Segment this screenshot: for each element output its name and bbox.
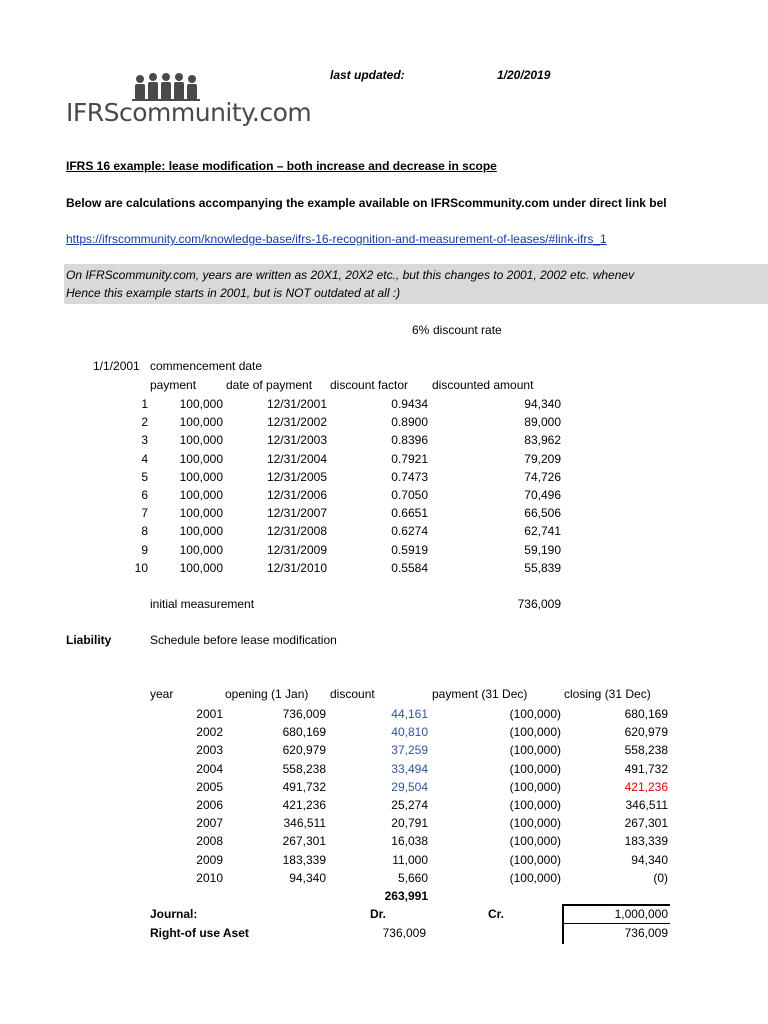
schedule-opening: 620,979 (282, 743, 326, 758)
schedule-closing: 421,236 (624, 779, 668, 794)
payment-number: 9 (141, 542, 148, 557)
journal-label: Journal: (150, 907, 198, 921)
example-link[interactable]: https://ifrscommunity.com/knowledge-base/ifrs-16-recognition-and-measurement-of-leases/#link-ifrs_1 (66, 232, 607, 246)
note-line-1: On IFRScommunity.com, years are written as 20X1, 20X2 etc., but this changes to 2001, 2002 etc. whenev (66, 268, 635, 282)
discounted-amount: 59,190 (524, 542, 561, 557)
payments-header-payment: payment (150, 378, 197, 392)
schedule-opening: 346,511 (283, 816, 326, 831)
payment-date: 12/31/2001 (266, 397, 327, 411)
payment-number: 6 (141, 488, 148, 502)
initial-measurement-value: 736,009 (517, 597, 561, 611)
schedule-year: 2001 (196, 707, 223, 721)
discount-rate-value: 6% (412, 323, 430, 337)
ifrscommunity-logo (66, 72, 312, 132)
payment-row (0, 504, 768, 522)
payment-amount: 100,000 (179, 542, 223, 557)
schedule-closing: 620,979 (624, 725, 668, 740)
payment-number: 8 (141, 524, 148, 539)
last-updated-value: 1/20/2019 (497, 68, 551, 82)
journal-entry-label: Right-of use Aset (150, 926, 249, 940)
schedule-payment: (100,000) (509, 743, 561, 758)
schedule-header-discount: discount (330, 687, 375, 701)
discounted-amount: 89,000 (524, 415, 561, 430)
schedule-row (0, 796, 768, 814)
payment-row (0, 395, 768, 413)
payments-header-amount: discounted amount (432, 378, 534, 392)
schedule-opening: 267,301 (282, 834, 326, 849)
discounted-amount: 62,741 (524, 524, 561, 539)
discount-factor: 0.8900 (391, 415, 428, 430)
schedule-header-closing: closing (31 Dec) (564, 687, 651, 701)
schedule-year: 2007 (196, 816, 223, 831)
payment-row (0, 450, 768, 468)
discount-factor: 0.7921 (391, 451, 428, 466)
schedule-closing: 267,301 (624, 816, 668, 831)
schedule-opening: 421,236 (282, 798, 326, 812)
schedule-payment: (100,000) (509, 852, 561, 867)
payment-date: 12/31/2002 (266, 415, 327, 430)
note-line-2: Hence this example starts in 2001, but is NOT outdated at all :) (66, 286, 401, 300)
payment-date: 12/31/2006 (266, 488, 327, 502)
schedule-year: 2002 (196, 725, 223, 740)
schedule-payment: (100,000) (509, 761, 561, 776)
schedule-discount: 37,259 (391, 743, 428, 758)
payment-number: 1 (141, 397, 148, 411)
payment-amount: 100,000 (179, 451, 223, 466)
payment-number: 3 (141, 433, 148, 448)
payment-date: 12/31/2008 (266, 524, 327, 539)
payment-date: 12/31/2010 (266, 560, 327, 575)
discounted-amount: 79,209 (524, 451, 561, 466)
schedule-row (0, 760, 768, 778)
schedule-discount: 29,504 (391, 779, 428, 794)
schedule-header-opening: opening (1 Jan) (225, 687, 309, 701)
journal-entry-box-value: 736,009 (624, 926, 668, 940)
payment-amount: 100,000 (179, 433, 223, 448)
schedule-discount: 44,161 (391, 707, 428, 721)
journal-box-top-value: 1,000,000 (614, 907, 668, 921)
payment-number: 7 (141, 506, 148, 521)
discount-factor: 0.9434 (391, 397, 428, 411)
schedule-year: 2003 (196, 743, 223, 758)
schedule-opening: 94,340 (289, 870, 326, 885)
discount-factor: 0.5919 (391, 542, 428, 557)
payments-header-factor: discount factor (330, 378, 409, 392)
discount-factor: 0.7473 (391, 469, 428, 484)
schedule-discount: 11,000 (392, 852, 428, 867)
payment-row (0, 559, 768, 577)
schedule-payment: (100,000) (509, 870, 561, 885)
schedule-discount: 25,274 (391, 798, 428, 812)
initial-measurement-label: initial measurement (150, 597, 255, 611)
intro-description: Below are calculations accompanying the example available on IFRScommunity.com under direct link bel (66, 196, 667, 210)
discount-factor: 0.6651 (391, 506, 428, 521)
schedule-discount: 40,810 (391, 725, 428, 740)
discounted-amount: 70,496 (524, 488, 561, 502)
schedule-year: 2010 (196, 870, 223, 885)
schedule-payment: (100,000) (509, 779, 561, 794)
schedule-year: 2008 (196, 834, 223, 849)
payment-date: 12/31/2004 (266, 451, 327, 466)
payment-row (0, 431, 768, 449)
schedule-payment: (100,000) (509, 816, 561, 831)
schedule-row (0, 832, 768, 850)
schedule-row (0, 814, 768, 832)
liability-label: Liability (66, 633, 112, 647)
commencement-label: commencement date (150, 359, 263, 373)
payment-row (0, 413, 768, 431)
payment-date: 12/31/2003 (266, 433, 327, 448)
payment-date: 12/31/2005 (266, 469, 327, 484)
payment-amount: 100,000 (179, 415, 223, 430)
journal-dr-label: Dr. (370, 907, 387, 921)
discount-factor: 0.6274 (391, 524, 428, 539)
schedule-row (0, 723, 768, 741)
payment-row (0, 486, 768, 504)
payments-header-date: date of payment (226, 378, 313, 392)
journal-box-top-border (562, 904, 670, 906)
schedule-closing: 183,339 (624, 834, 668, 849)
schedule-opening: 491,732 (282, 779, 326, 794)
payment-number: 10 (134, 560, 148, 575)
journal-box-mid-border (562, 923, 670, 924)
payment-number: 2 (141, 415, 148, 430)
schedule-closing: 346,511 (625, 798, 668, 812)
journal-box-left-border (562, 904, 564, 944)
schedule-closing: 558,238 (624, 743, 668, 758)
payment-number: 4 (141, 451, 148, 466)
commencement-date: 1/1/2001 (93, 359, 140, 373)
payment-amount: 100,000 (179, 560, 223, 575)
schedule-row (0, 705, 768, 723)
journal-cr-label: Cr. (488, 907, 505, 921)
payment-row (0, 468, 768, 486)
schedule-payment: (100,000) (509, 725, 561, 740)
logo-text: IFRScommunity.com (66, 98, 312, 127)
discounted-amount: 55,839 (524, 560, 561, 575)
payment-amount: 100,000 (179, 506, 223, 521)
schedule-discount: 33,494 (391, 761, 428, 776)
last-updated-label: last updated: (330, 68, 405, 82)
payment-row (0, 541, 768, 559)
schedule-closing: 680,169 (624, 707, 668, 721)
schedule-payment: (100,000) (509, 707, 561, 721)
schedule-opening: 183,339 (282, 852, 326, 867)
discounted-amount: 94,340 (524, 397, 561, 411)
schedule-year: 2005 (196, 779, 223, 794)
schedule-opening: 558,238 (282, 761, 326, 776)
schedule-year: 2009 (196, 852, 223, 867)
journal-entry-dr: 736,009 (382, 926, 426, 940)
discounted-amount: 66,506 (524, 506, 561, 521)
schedule-title: Schedule before lease modification (150, 633, 337, 647)
page-title: IFRS 16 example: lease modification – both increase and decrease in scope (66, 159, 497, 173)
schedule-closing: 491,732 (624, 761, 668, 776)
payment-amount: 100,000 (179, 469, 223, 484)
payment-amount: 100,000 (179, 488, 223, 502)
schedule-discount: 20,791 (391, 816, 428, 831)
discount-total: 263,991 (384, 889, 428, 903)
schedule-opening: 680,169 (282, 725, 326, 740)
schedule-opening: 736,009 (282, 707, 326, 721)
schedule-row (0, 778, 768, 796)
payment-date: 12/31/2009 (266, 542, 327, 557)
payment-date: 12/31/2007 (266, 506, 327, 521)
schedule-discount: 16,038 (391, 834, 428, 849)
schedule-header-payment: payment (31 Dec) (432, 687, 528, 701)
payment-amount: 100,000 (179, 397, 223, 411)
schedule-closing: (0) (653, 870, 668, 885)
payment-number: 5 (141, 469, 148, 484)
schedule-closing: 94,340 (631, 852, 668, 867)
discount-factor: 0.5584 (391, 560, 428, 575)
schedule-payment: (100,000) (509, 798, 561, 812)
schedule-discount: 5,660 (397, 870, 428, 885)
discounted-amount: 74,726 (524, 469, 561, 484)
schedule-header-year: year (150, 687, 174, 701)
discount-rate-label: discount rate (433, 323, 502, 337)
discounted-amount: 83,962 (524, 433, 561, 448)
schedule-row (0, 851, 768, 869)
schedule-row (0, 869, 768, 887)
schedule-year: 2004 (196, 761, 223, 776)
schedule-year: 2006 (196, 798, 223, 812)
schedule-payment: (100,000) (509, 834, 561, 849)
discount-factor: 0.7050 (391, 488, 428, 502)
schedule-row (0, 741, 768, 759)
payment-row (0, 522, 768, 540)
discount-factor: 0.8396 (391, 433, 428, 448)
payment-amount: 100,000 (179, 524, 223, 539)
